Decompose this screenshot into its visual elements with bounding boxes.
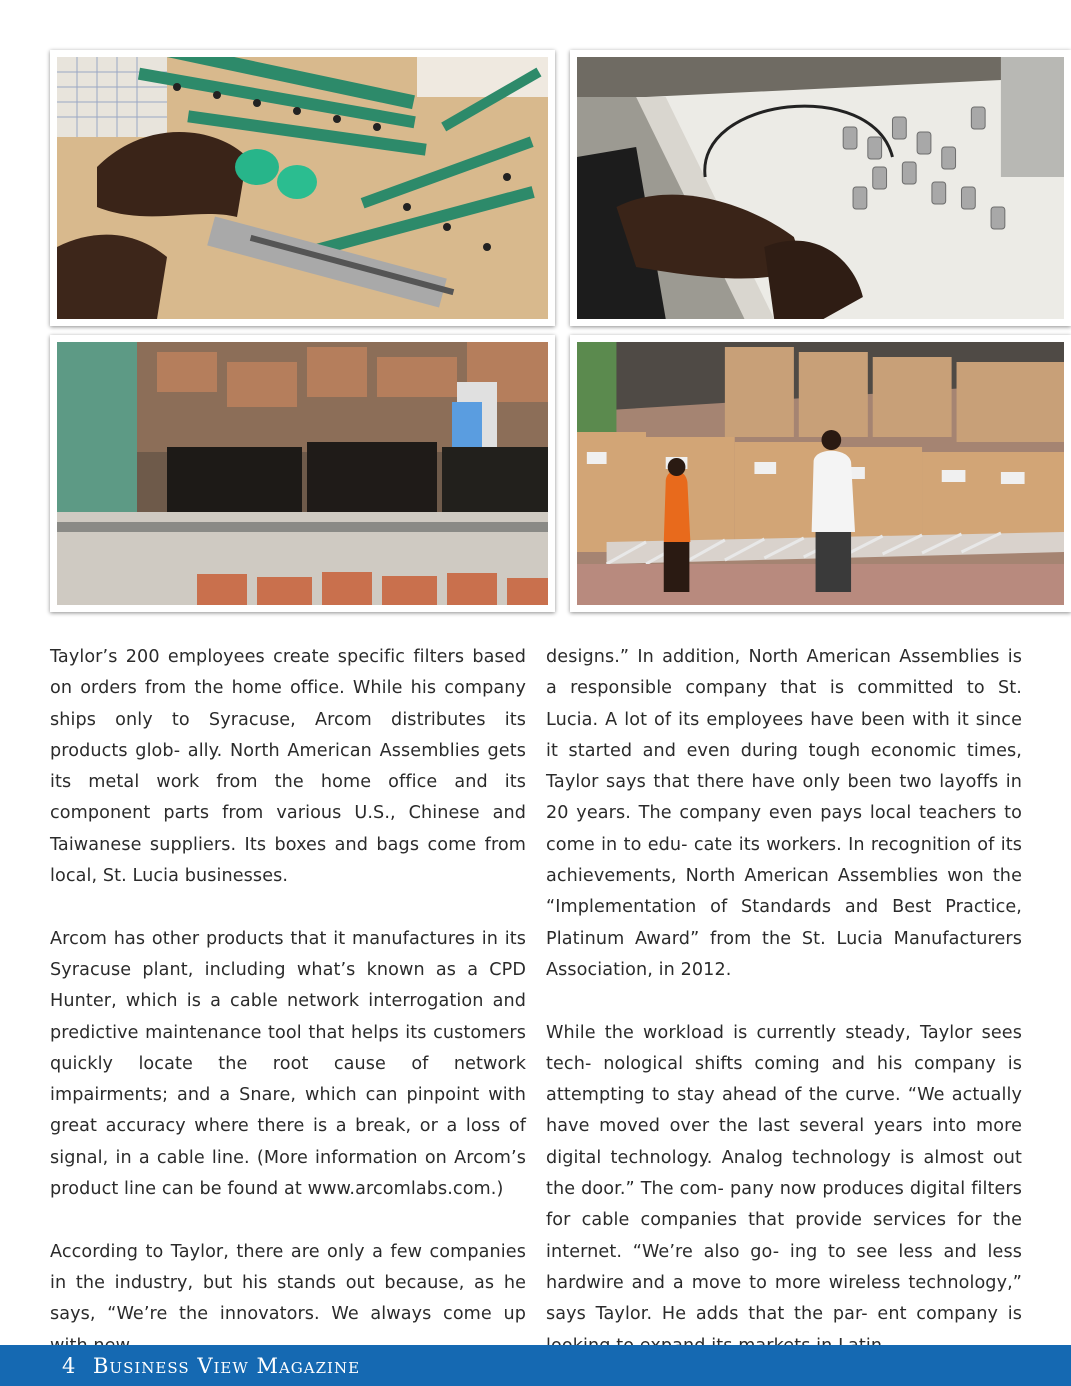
photo-assembling-filters bbox=[50, 50, 555, 326]
photo-connector-assembly bbox=[570, 50, 1071, 326]
paragraph: According to Taylor, there are only a few companies in the industry, but his stands out because, as he says, “We’re the innovators. We always come up bbox=[50, 1241, 526, 1325]
page-number: 4 bbox=[62, 1354, 76, 1378]
photo-factory-workbench bbox=[50, 335, 555, 612]
photo-warehouse-shipping bbox=[570, 335, 1071, 612]
magazine-name: Business View Magazine bbox=[93, 1354, 361, 1378]
paragraph: Taylor’s 200 employees create specific filters based on orders from the home office. While his company ships only to Syracuse, Arcom distributes its products glob- ally. North American Assemblies gets its metal work from the home office and its component parts from various U.S., Chinese and Taiwanese suppliers. Its boxes and bags come from local, St. Lucia businesses. bbox=[50, 647, 526, 887]
article-column-right bbox=[546, 642, 1022, 1362]
article-column-left bbox=[50, 642, 526, 1362]
paragraph: designs.” In addition, North American Assemblies is a responsible company that is committed to St. Lucia. A lot of its employees have been with it since it started and even during tough economic times, Taylor says that there have only been two layoffs in 20 years. The company even pays local teachers to come in to edu- cate its workers. In recognition of its achievements, North American Assemblies won the “Implementation of Standards and Best Practice, Platinum Award” from the St. Lucia Manufacturers Association, in 2012. bbox=[546, 647, 1022, 980]
paragraph: Arcom has other products that it manufactures in its Syracuse plant, including what’s known as a CPD Hunter, which is a cable network interrogation and predictive maintenance tool that helps its customers quickly locate the root cause of network impairments; and a Snare, which can pinpoint with great accuracy where there is a break, or a loss of signal, in a cable line. (More information on Arcom’s product line can be found at www.arcomlabs.com.) bbox=[50, 928, 526, 1200]
footer-bar bbox=[0, 1345, 1071, 1386]
paragraph: While the workload is currently steady, Taylor sees tech- nological shifts coming and his company is attempting to stay ahead of the curve. “We actually have moved over the last several years into more digital technology. Analog technology is almost out the door.” The com- pany now produces digital filters for cable companies that provide services for the internet. “We’re also go- ing to see less and less hardwire and a move to more wireless technology,” says Taylor. He adds that the par- ent company is bbox=[546, 1022, 1022, 1325]
